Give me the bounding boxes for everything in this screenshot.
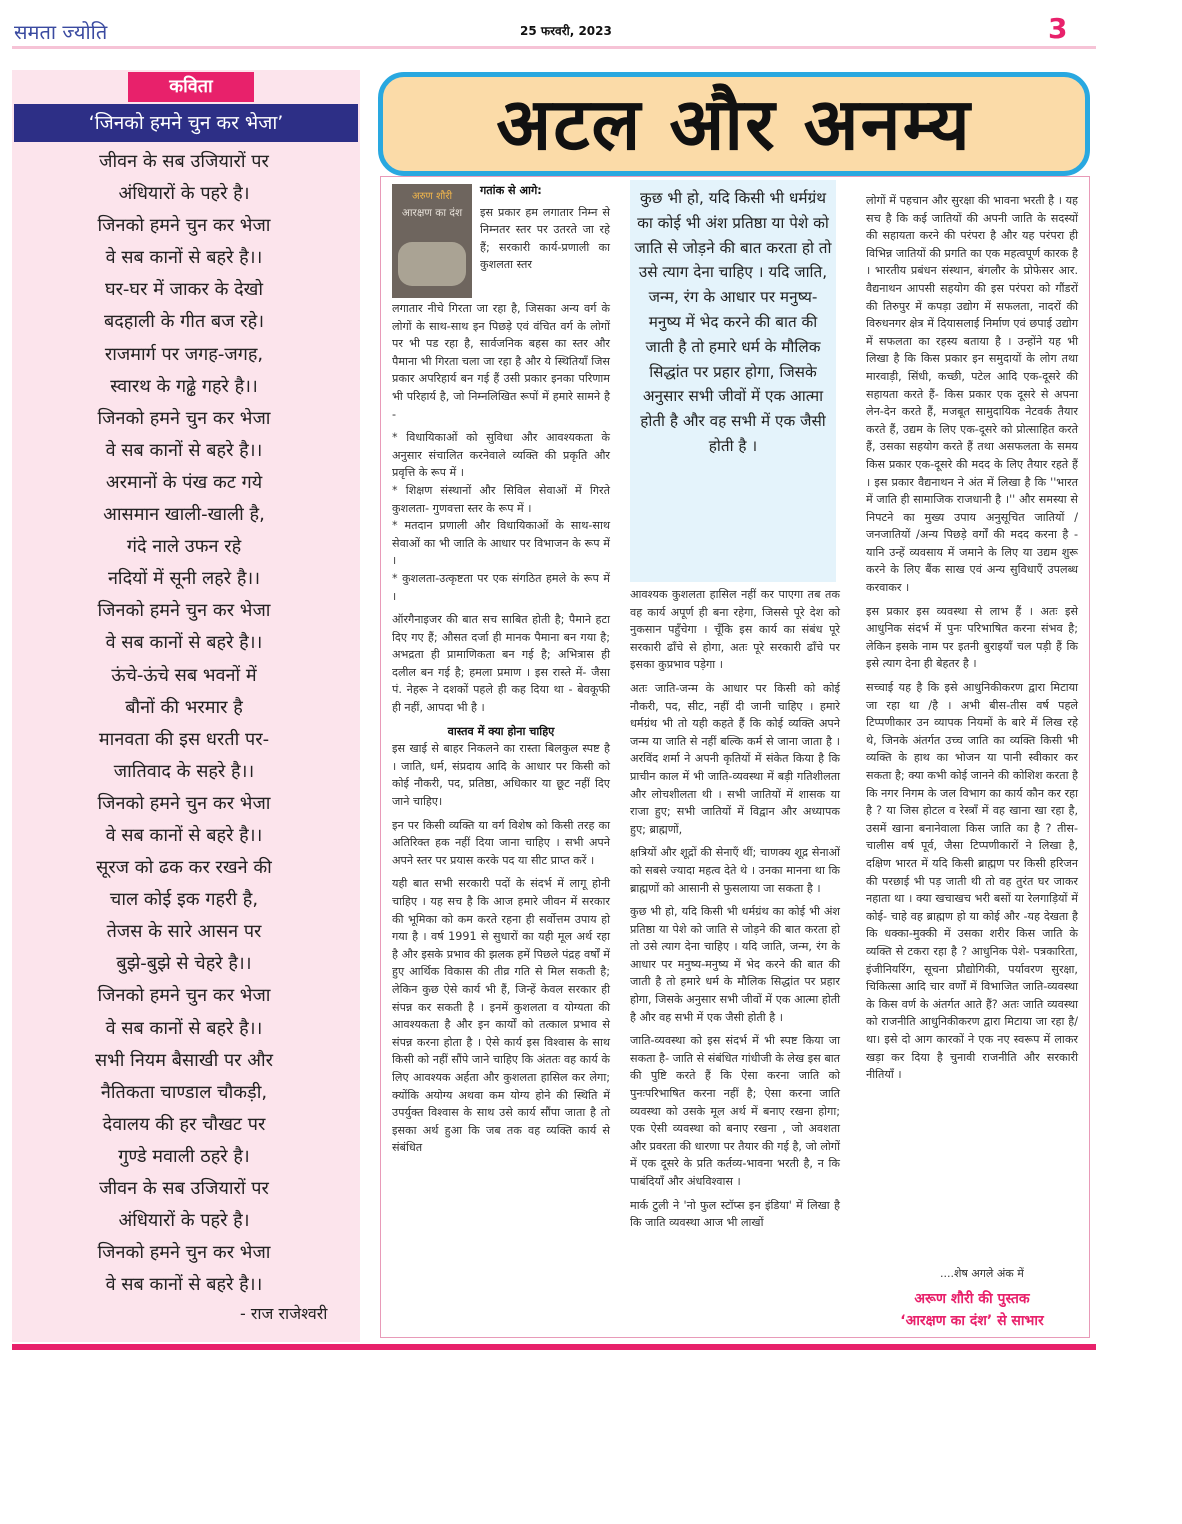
poem-line: वे सब कानों से बहरे है।। [105,1017,263,1039]
article-column-3 [866,192,1078,1084]
poem-line: जीवन के सब उजियारों पर [99,1178,269,1199]
poem-line: वे सब कानों से बहरे है।। [105,824,263,846]
poem-line: जिनको हमने चुन कर भेजा [97,215,271,237]
article-headline: अटल और अनम्य [496,82,972,166]
poem-line: राजमार्ग पर जगह-जगह, [104,343,264,365]
continued-note: ....शेष अगले अंक में [940,1267,1024,1280]
poem-line: अरमानों के पंख कट गये [105,471,263,493]
article-bullet: * कुशलता-उत्कृष्टता पर एक संगठित हमले के रूप में । [392,571,610,603]
poem-line: जिनको हमने चुन कर भेजा [97,792,271,814]
article-paragraph: कुछ भी हो, यदि किसी भी धर्मग्रंथ का कोई भी अंश प्रतिष्ठा या पेशे को जाति से जोड़ने की बात करता हो तो उसे त्याग देना चाहिए । यदि जाति, जन्म, रंग के आधार पर मनुष्य-मनुष्य में भेद करने की बात की जाती है तो हमारे धर्म के मौलिक सिद्धांत पर प्रहार होगा, जिसके अनुसार सभी जीवों में एक आत्मा होती है और वह सभी में एक जैसी होती है । [630,905,840,1024]
source-credit [866,1288,1078,1332]
poem-line: वे सब कानों से बहरे है।। [105,247,263,269]
poem-line: गुण्डे मवाली ठहरे है। [118,1145,250,1167]
poem-section-tag: कविता [128,72,254,102]
article-column-1-top [480,182,610,274]
article-paragraph: सच्चाई यह है कि इसे आधुनिकीकरण द्वारा मिटाया जा रहा था /है । अभी बीस-तीस वर्ष पहले टिप्पणीकार उन व्यापक नियमों के बारे में लिख रहे थे, जिनके अंतर्गत उच्च जाति का व्यक्ति किसी भी व्यक्ति के हाथ का भोजन या पानी स्वीकार कर सकता है; क्या कभी कोई जानने की कोशिश करता है कि नगर निगम के जल विभाग का कार्य कौन कर रहा है ? या जिस होटल व रेस्त्राँ में वह खाना खा रहा है, उसमें खाना बनानेवाला किस जाति का है ? तीस-चालीस वर्ष पूर्व, जैसा टिप्पणीकारों ने लिखा है, दक्षिण भारत में यदि किसी ब्राह्मण पर किसी हरिजन की परछाई भी पड़ जाती थी तो वह तुरंत घर जाकर नहाता था । क्या खचाखच भरी बसों या रेलगाड़ियों में कोई- चाहे वह ब्राह्मण हो या कोई और -यह देखता है कि धक्का-मुक्की में उसका शरीर किस जाति के व्यक्ति से टकरा रहा है ? आधुनिक पेशे- पत्रकारिता, इंजीनियरिंग, सूचना प्रौद्योगिकी, पर्यावरण सुरक्षा, चिकित्सा आदि चार वर्णों में विभाजित जाति-व्यवस्था के किस वर्ण के अंतर्गत आते हैं? अतः जाति व्यवस्था को राजनीति आधुनिकीकरण द्वारा मिटाया जा रहा है/ था। इसे दो आग कारकों ने एक नए स्वरूप में लाकर खड़ा कर दिया है चुनावी राजनीति और सरकारी नीतियाँ । [866,681,1078,1082]
poem-line: जिनको हमने चुन कर भेजा [97,1242,271,1264]
book-cover-art [398,242,466,286]
book-cover-author: अरुण शौरी [411,191,453,202]
article-paragraph: यही बात सभी सरकारी पदों के संदर्भ में लागू होनी चाहिए । यह सच है कि आज हमारे जीवन में सरकार की भूमिका को कम करते रहना ही सर्वोत्तम उपाय हो गया है । वर्ष 1991 से सुधारों का यही मूल अर्थ रहा है और इसके प्रभाव की झलक हमें पिछले पंद्रह वर्षों में हुए आर्थिक विकास की तीव्र गति से मिल सकती है; लेकिन कुछ ऐसे कार्य भी हैं, जिन्हें केवल सरकार ही संपन्न कर सकती है । इनमें कुशलता व योग्यता की आवश्यकता है और इन कार्यों को तत्काल प्रभाव से संपन्न करना होता है । ऐसे कार्य इस विश्वास के साथ किसी को नहीं सौंपे जाने चाहिए कि अंततः वह कार्य के लिए आवश्यक अर्हता और कुशलता हासिल कर लेगा; क्योंकि अयोग्य अथवा कम योग्य होने की स्थिति में उपर्युक्त विश्वास के साथ उसे कार्य सौंपा जाता है तो इसका अर्थ हुआ कि जब तक वह व्यक्ति कार्य से संबंधित [392,877,610,1155]
poem-line: जातिवाद के सहरे है।। [113,760,255,782]
article-paragraph: क्षत्रियों और शूद्रों की सेनाएँ थीं; चाणक्य शूद्र सेनाओं को सबसे ज्यादा महत्व देते थे । उनका मानना था कि ब्राह्मणों को आसानी से फुसलाया जा सकता है । [630,846,840,895]
article-paragraph: मार्क टुली ने 'नो फुल स्टॉप्स इन इंडिया' में लिखा है कि जाति व्यवस्था आज भी लाखों [630,1198,840,1230]
poem-line: वे सब कानों से बहरे है।। [105,439,263,461]
poem-line: जीवन के सब उजियारों पर [99,151,269,172]
poem-title: ‘जिनको हमने चुन कर भेजा’ [14,104,358,142]
issue-date: 25 फरवरी, 2023 [520,24,612,38]
article-paragraph: इस खाई से बाहर निकलने का रास्ता बिलकुल स्पष्ट है । जाति, धर्म, संप्रदाय आदि के आधार पर किसी को कोई नौकरी, पद, प्रतिष्ठा, अधिकार या छूट नहीं दिए जाने चाहिए। [392,742,610,809]
article-paragraph: आवश्यक कुशलता हासिल नहीं कर पाएगा तब तक वह कार्य अपूर्ण ही बना रहेगा, जिससे पूरे देश को नुकसान पहुँचेगा । चूँकि इस कार्य का संबंध पूरे सरकारी ढाँचे से होगा, अतः पूरे सरकारी ढाँचे पर इसका कुप्रभाव पड़ेगा । [630,588,840,672]
article-paragraph: इन पर किसी व्यक्ति या वर्ग विशेष को किसी तरह का अतिरिक्त हक नहीं दिया जाना चाहिए । सभी अपने अपने स्तर पर प्रयास करके पद या सीट प्राप्त करें । [392,818,610,867]
header-rule [12,46,1096,49]
poem-line: बदहाली के गीत बज रहे। [103,311,265,333]
poem-line: वे सब कानों से बहरे है।। [105,1274,263,1296]
poem-body [14,146,354,1301]
poem-author: - राज राजेश्वरी [240,1304,328,1323]
poem-line: आसमान खाली-खाली है, [103,504,265,526]
book-cover-title: आरक्षण का दंश [401,207,463,219]
poem-line: स्वारथ के गढ्ढे गहरे है।। [110,375,258,397]
pull-quote: कुछ भी हो, यदि किसी भी धर्मग्रंथ का कोई भी अंश प्रतिष्ठा या पेशे को जाति से जोड़ने की बात करता हो तो उसे त्याग देना चाहिए । यदि जाति, जन्म, रंग के आधार पर मनुष्य-मनुष्य में भेद करने की बात की जाती है तो हमारे धर्म के मौलिक सिद्धांत पर प्रहार होगा, जिसके अनुसार सभी जीवों में एक आत्मा होती है और वह सभी में एक जैसी होती है । [634,189,832,455]
poem-line: अंधियारों के पहरे है। [118,1210,250,1232]
article-paragraph: इस प्रकार इस व्यवस्था से लाभ हैं । अतः इसे आधुनिक संदर्भ में पुनः परिभाषित करना संभव है; लेकिन इसके नाम पर इतनी बुराइयाँ चल पड़ी हैं कि इसे त्याग देना ही बेहतर है । [866,604,1078,671]
book-cover-image [392,184,472,298]
poem-line: देवालय की हर चौखट पर [102,1113,266,1135]
poem-line: चाल कोई इक गहरी है, [109,889,259,911]
article-paragraph: जाति-व्यवस्था को इस संदर्भ में भी स्पष्ट किया जा सकता है- जाति से संबंधित गांधीजी के लेख इस बात की पुष्टि करते हैं कि ऐसा करना जाति को पुनःपरिभाषित करना नहीं है; ऐसा करना जाति व्यवस्था को उसके मूल अर्थ में बनाए रखना होगा; एक ऐसी व्यवस्था को बनाए रखना , जो अवशता और प्रवरता की धारणा पर तैयार की गई है, जो लोगों में एक दूसरे के प्रति कर्तव्य-भावना भरती है, न कि पाबंदियाँ और अंधविश्वास । [630,1034,840,1188]
poem-line: वे सब कानों से बहरे है।। [105,632,263,654]
poem-line: मानवता की इस धरती पर- [98,728,270,750]
article-column-1 [392,300,610,1157]
poem-line: घर-घर में जाकर के देखो [104,279,264,301]
article-paragraph: लगातार नीचे गिरता जा रहा है, जिसका अन्य वर्ग के लोगों के साथ-साथ इन पिछड़े एवं वंचित वर्ग के लोगों पर भी पड रहा है, सार्वजनिक बहस का स्तर और पैमाना भी गिरता चला जा रहा है और ये स्थितियाँ जिस प्रकार अपरिहार्य बन गई हैं उसी प्रकार इनका परिणाम भी परिहार्य है, जो निम्नलिखित रूपों में हमारे सामने है - [392,302,610,421]
source-credit-line-2: ‘आरक्षण का दंश’ से साभार [900,1313,1044,1329]
poem-line: ऊंचे-ऊंचे सब भवनों में [111,664,257,686]
footer-rule [12,1344,1096,1350]
article-paragraph: लोगों में पहचान और सुरक्षा की भावना भरती है । यह सच है कि कई जातियों की अपनी जाति के सदस्यों की सहायता करने की परंपरा है और यह परंपरा ही विभिन्न जातियों की प्रगति का एक महत्वपूर्ण कारक है । भारतीय प्रबंधन संस्थान, बंगलौर के प्रोफेसर आर. वैद्यनाथन आपसी सहयोग की इस परंपरा को गौंडरों की तिरुपुर में कपड़ा उद्योग में सफलता, नादरों की विरुधनगर क्षेत्र में दियासलाई निर्माण एवं छपाई उद्योग में सफलता का रहस्य बताया है । उन्होंने यह भी लिखा है कि किस प्रकार इन समुदायों के लोग तथा मारवाड़ी, सिंधी, कच्छी, पटेल आदि एक-दूसरे की सहायता करते हैं- किस प्रकार एक दूसरे से अपना लेन-देन करते हैं, मजबूत सामुदायिक नेटवर्क तैयार करते हैं, उद्यम के लिए एक-दूसरे को प्रोत्साहित करते हैं, उसका सहयोग करते हैं तथा असफलता के समय किस प्रकार एक-दूसरे की मदद के लिए तैयार रहते हैं । इस प्रकार वैद्यनाथन ने अंत में लिखा है कि ''भारत में जाति ही सामाजिक राजधानी है ।'' और समस्या से निपटने का मुख्य उपाय अनुसूचित जातियों /जनजातियों /अन्य पिछड़े वर्गों की मदद करना है - यानि उन्हें व्यवसाय में जमाने के लिए या उद्यम शुरू करने के लिए बैंक साख एवं अन्य सुविधाएँ उपलब्ध करवाकर । [866,194,1078,595]
poem-line: तेजस के सारे आसन पर [106,921,262,943]
poem-line: नदियों में सूनी लहरे है।। [107,568,261,590]
poem-line: अंधियारों के पहरे है। [118,183,250,205]
article-paragraph: ऑरगैनाइजर की बात सच साबित होती है; पैमाने हटा दिए गए हैं; औसत दर्जा ही मानक पैमाना बन गया है; अभद्रता ही प्रामाणिकता बन गई है; अभित्रास ही दलील बन गई है; हमला प्रमाण । इस रास्ते में- जैसा पं. नेहरू ने दशकों पहले ही कह दिया था - बेवकूफी ही नहीं, आपदा भी है । [392,613,610,715]
poem-line: बुझे-बुझे से चेहरे है।। [116,953,252,975]
article-paragraph: इस प्रकार हम लगातार निम्न से निम्नतर स्तर पर उतरते जा रहे हैं; सरकारी कार्य-प्रणाली का कुशलता स्तर [480,205,610,272]
continued-from-label: गतांक से आगे: [480,184,542,197]
poem-line: जिनको हमने चुन कर भेजा [97,985,271,1007]
poem-line: नैतिकता चाण्डाल चौकड़ी, [100,1081,268,1103]
poem-line: सभी नियम बैसाखी पर और [94,1049,274,1071]
article-subheading: वास्तव में क्या होना चाहिए [447,724,555,738]
poem-line: गंदे नाले उफन रहे [126,536,242,558]
article-paragraph: अतः जाति-जन्म के आधार पर किसी को कोई नौकरी, पद, सीट, नहीं दी जानी चाहिए । हमारे धर्मग्रंथ भी तो यही कहते हैं कि कोई व्यक्ति अपने जन्म या जाति से नहीं बल्कि कर्म से जाना जाता है ।अरविंद शर्मा ने अपनी कृतियों में संकेत किया है कि प्राचीन काल में भी जाति-व्यवस्था में बड़ी गतिशीलता और लोचशीलता थी । सभी जातियों में शासक या राजा हुए; सभी जातियों में विद्वान और अध्यापक हुए; ब्राह्मणों, [630,681,840,836]
poem-line: जिनको हमने चुन कर भेजा [97,600,271,622]
article-bullet: * शिक्षण संस्थानों और सिविल सेवाओं में गिरते कुशलता- गुणवत्ता स्तर के रूप में । [392,483,610,515]
page-number: 3 [1048,12,1068,45]
poem-line: जिनको हमने चुन कर भेजा [97,407,271,429]
article-bullet: * विधायिकाओं को सुविधा और आवश्यकता के अनुसार संचालित करनेवाले व्यक्ति की प्रकृति और प्रवृत्ति के रूप में । [392,431,610,480]
source-credit-line-1: अरूण शौरी की पुस्तक [914,1291,1030,1307]
article-column-2 [630,586,840,1232]
poem-line: बौनों की भरमार है [125,696,243,718]
article-bullet: * मतदान प्रणाली और विधायिकाओं के साथ-साथ सेवाओं का भी जाति के आधार पर विभाजन के रूप में । [392,519,610,568]
poem-line: सूरज को ढक कर रखने की [96,857,272,879]
masthead: समता ज्योति [14,20,108,44]
